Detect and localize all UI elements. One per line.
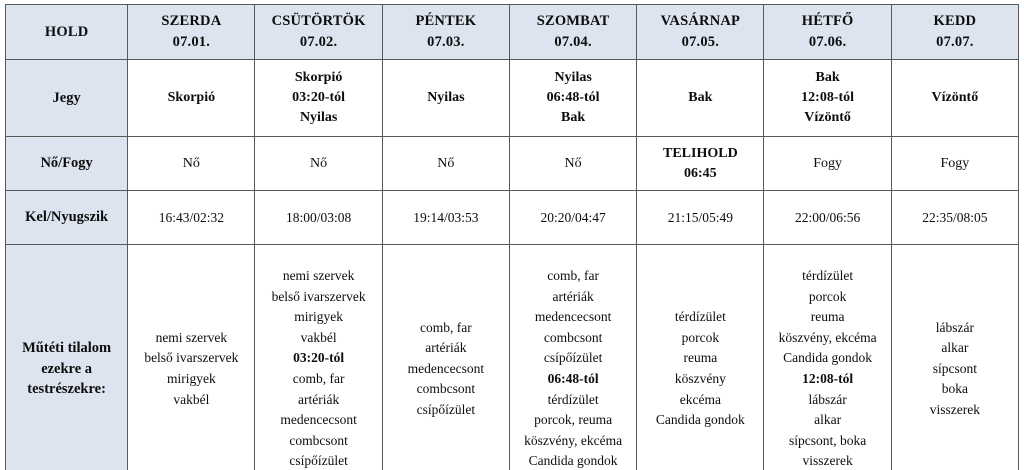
cell-line: comb, far [419,319,472,335]
column-header-hetfo [764,5,891,60]
cell-jegy-hetfo [764,60,891,137]
moon-calendar-table [5,4,1019,470]
column-header-kedd [891,5,1018,60]
cell-line-emphasis: 03:20-tól [293,350,345,366]
label-line: Jegy [52,89,81,106]
cell-line: Nő [310,155,328,171]
cell-lines [512,266,634,470]
cell-line-emphasis: Vízöntő [931,90,979,106]
cell-line: Candida gondok [655,412,745,428]
cell-line: combcsont [416,381,476,397]
table-row-jegy [6,60,1019,137]
cell-lines [895,208,1015,227]
cell-lines [131,208,251,227]
cell-line: térdízület [547,391,599,407]
cell-jegy-szombat [509,60,636,137]
date-label: 07.07. [936,34,974,50]
cell-line-emphasis: 06:45 [684,165,717,181]
cell-lines [513,154,633,174]
date-label: 07.05. [681,34,720,50]
cell-line: Nő [437,155,455,171]
cell-line: Nő [564,155,582,171]
cell-line: alkar [814,412,842,428]
cell-line: Candida gondok [783,350,873,366]
cell-line: medencecsont [280,412,357,428]
cell-line-emphasis: 12:08-tól [802,371,854,386]
cell-rise-csutortok [255,191,382,245]
cell-lines [640,208,760,227]
cell-line: 16:43/02:32 [158,209,224,225]
cell-phase-vasarnap [637,137,764,191]
row-label-jegy [6,60,128,137]
cell-line: Candida gondok [528,453,618,469]
date-label: 07.04. [554,34,592,50]
table-body [6,5,1019,470]
cell-line-emphasis: 12:08-tól [801,90,855,106]
cell-ban-pentek [382,245,509,470]
table-header-row [6,5,1019,60]
cell-rise-szerda [128,191,255,245]
cell-line: térdízület [802,268,854,284]
cell-jegy-pentek [382,60,509,137]
cell-line: térdízület [674,309,726,325]
cell-line-emphasis: Bak [561,109,586,125]
cell-line: köszvény, ekcéma [778,329,877,345]
cell-jegy-kedd [891,60,1018,137]
corner-label: HOLD [44,23,89,40]
cell-lines [258,208,378,227]
cell-line: belső ivarszervek [144,350,239,366]
cell-lines [639,307,761,430]
cell-line: reuma [810,309,845,325]
cell-line-emphasis: Vízöntő [804,109,851,125]
cell-line: Fogy [940,155,970,171]
cell-rise-vasarnap [637,191,764,245]
label-line: ezekre a [41,360,93,377]
cell-line: nemi szervek [282,268,355,284]
cell-line: belső ivarszervek [271,288,366,304]
cell-line: comb, far [547,268,599,284]
day-of-week-label: SZOMBAT [536,13,610,30]
cell-lines [258,154,378,174]
cell-line: lábszár [808,391,847,407]
day-of-week-label: PÉNTEK [415,13,477,30]
cell-line: combcsont [543,329,603,345]
cell-line: artériák [552,288,594,304]
cell-line: vakbél [300,329,337,345]
cell-phase-szerda [128,137,255,191]
cell-phase-hetfo [764,137,891,191]
cell-line-emphasis: Skorpió [167,90,216,106]
cell-line: köszvény, ekcéma [524,432,623,448]
cell-line: artériák [298,391,340,407]
date-label: 07.01. [172,34,211,50]
cell-line-emphasis: Bak [815,70,840,86]
cell-lines [258,68,378,128]
cell-phase-pentek [382,137,509,191]
cell-ban-vasarnap [637,245,764,470]
cell-line-emphasis: Nyilas [299,109,338,125]
cell-ban-hetfo [764,245,891,470]
cell-lines [767,154,887,174]
cell-line: boka [941,381,968,397]
day-of-week-label: SZERDA [161,13,222,30]
cell-line: ekcéma [679,391,721,407]
cell-lines [130,328,252,410]
row-label-kel-nyugszik [6,191,128,245]
cell-line: mirigyek [294,309,343,325]
cell-line-emphasis: Bak [688,90,713,106]
cell-line: medencecsont [407,360,485,376]
cell-line: combcsont [289,432,348,448]
cell-line: reuma [683,350,718,366]
cell-line: mirigyek [166,371,216,386]
cell-jegy-szerda [128,60,255,137]
cell-lines [386,154,506,174]
cell-line: medencecsont [534,309,612,325]
cell-lines [894,318,1016,421]
cell-lines [131,88,251,108]
cell-line-emphasis: 06:48-tól [546,90,600,106]
cell-line: vakbél [173,391,210,407]
cell-line: sípcsont [932,360,977,376]
cell-line: 21:15/05:49 [667,209,733,225]
cell-lines [386,208,506,227]
cell-line: 20:20/04:47 [540,209,606,225]
cell-line: 22:00/06:56 [794,209,861,225]
cell-lines [386,88,506,108]
cell-line: köszvény [674,371,726,386]
cell-ban-szombat [509,245,636,470]
cell-line: csípőízület [289,453,348,469]
cell-rise-szombat [509,191,636,245]
cell-ban-csutortok [255,245,382,470]
cell-line: Fogy [813,155,842,171]
cell-lines [766,266,888,470]
cell-rise-hetfo [764,191,891,245]
cell-lines [640,88,760,108]
cell-line: visszerek [802,453,853,469]
cell-lines [895,154,1015,174]
column-header-csutortok [255,5,382,60]
cell-line: porcok, reuma [534,412,613,428]
cell-rise-pentek [382,191,509,245]
day-of-week-label: KEDD [933,13,977,30]
cell-line: alkar [941,340,969,356]
cell-lines [767,208,887,227]
cell-line: lábszár [935,319,974,335]
cell-line: 18:00/03:08 [285,209,352,225]
cell-rise-kedd [891,191,1018,245]
column-header-szombat [509,5,636,60]
cell-ban-szerda [128,245,255,470]
row-label-muteti-tilalom [6,245,128,470]
cell-lines [131,154,251,174]
header-corner-cell [6,5,128,60]
cell-line-emphasis: Nyilas [554,70,592,86]
cell-line: sípcsont, boka [788,432,867,448]
column-header-vasarnap [637,5,764,60]
cell-line-emphasis: 03:20-tól [292,90,346,106]
cell-line: Nő [182,155,200,171]
day-of-week-label: CSÜTÖRTÖK [271,13,366,30]
cell-lines [513,208,633,227]
cell-phase-kedd [891,137,1018,191]
label-line: Műtéti tilalom [22,340,112,357]
cell-line: porcok [681,329,720,345]
cell-line-emphasis: Nyilas [427,90,465,106]
cell-phase-szombat [509,137,636,191]
cell-lines [385,318,507,421]
date-label: 07.06. [808,34,847,50]
label-line: testrészekre: [27,381,106,398]
label-line: Kel/Nyugszik [25,209,109,226]
table-row-muteti-tilalom [6,245,1019,470]
cell-line: comb, far [292,371,345,386]
table-row-no-fogy [6,137,1019,191]
date-label: 07.03. [427,34,465,50]
label-line: Nő/Fogy [40,155,93,172]
column-header-szerda [128,5,255,60]
cell-line: porcok [808,288,847,304]
column-header-pentek [382,5,509,60]
cell-lines [895,88,1015,108]
cell-lines [640,144,760,184]
cell-line: 19:14/03:53 [413,209,479,225]
cell-phase-csutortok [255,137,382,191]
cell-line: csípőízület [543,350,603,366]
cell-line-emphasis: Skorpió [294,70,343,86]
cell-jegy-csutortok [255,60,382,137]
cell-ban-kedd [891,245,1018,470]
cell-line: visszerek [929,401,980,417]
cell-line-emphasis: 06:48-tól [547,371,599,386]
cell-line: nemi szervek [155,329,228,345]
table-row-kel-nyugszik [6,191,1019,245]
cell-line: artériák [425,340,467,356]
cell-line-emphasis: TELIHOLD [663,145,738,161]
day-of-week-label: HÉTFŐ [801,13,854,30]
cell-lines [257,266,379,470]
date-label: 07.02. [299,34,338,50]
cell-jegy-vasarnap [637,60,764,137]
cell-lines [513,68,633,128]
row-label-no-fogy [6,137,128,191]
day-of-week-label: VASÁRNAP [660,13,741,30]
cell-line: csípőízület [416,401,476,417]
cell-lines [767,68,887,128]
cell-line: 22:35/08:05 [922,209,988,225]
